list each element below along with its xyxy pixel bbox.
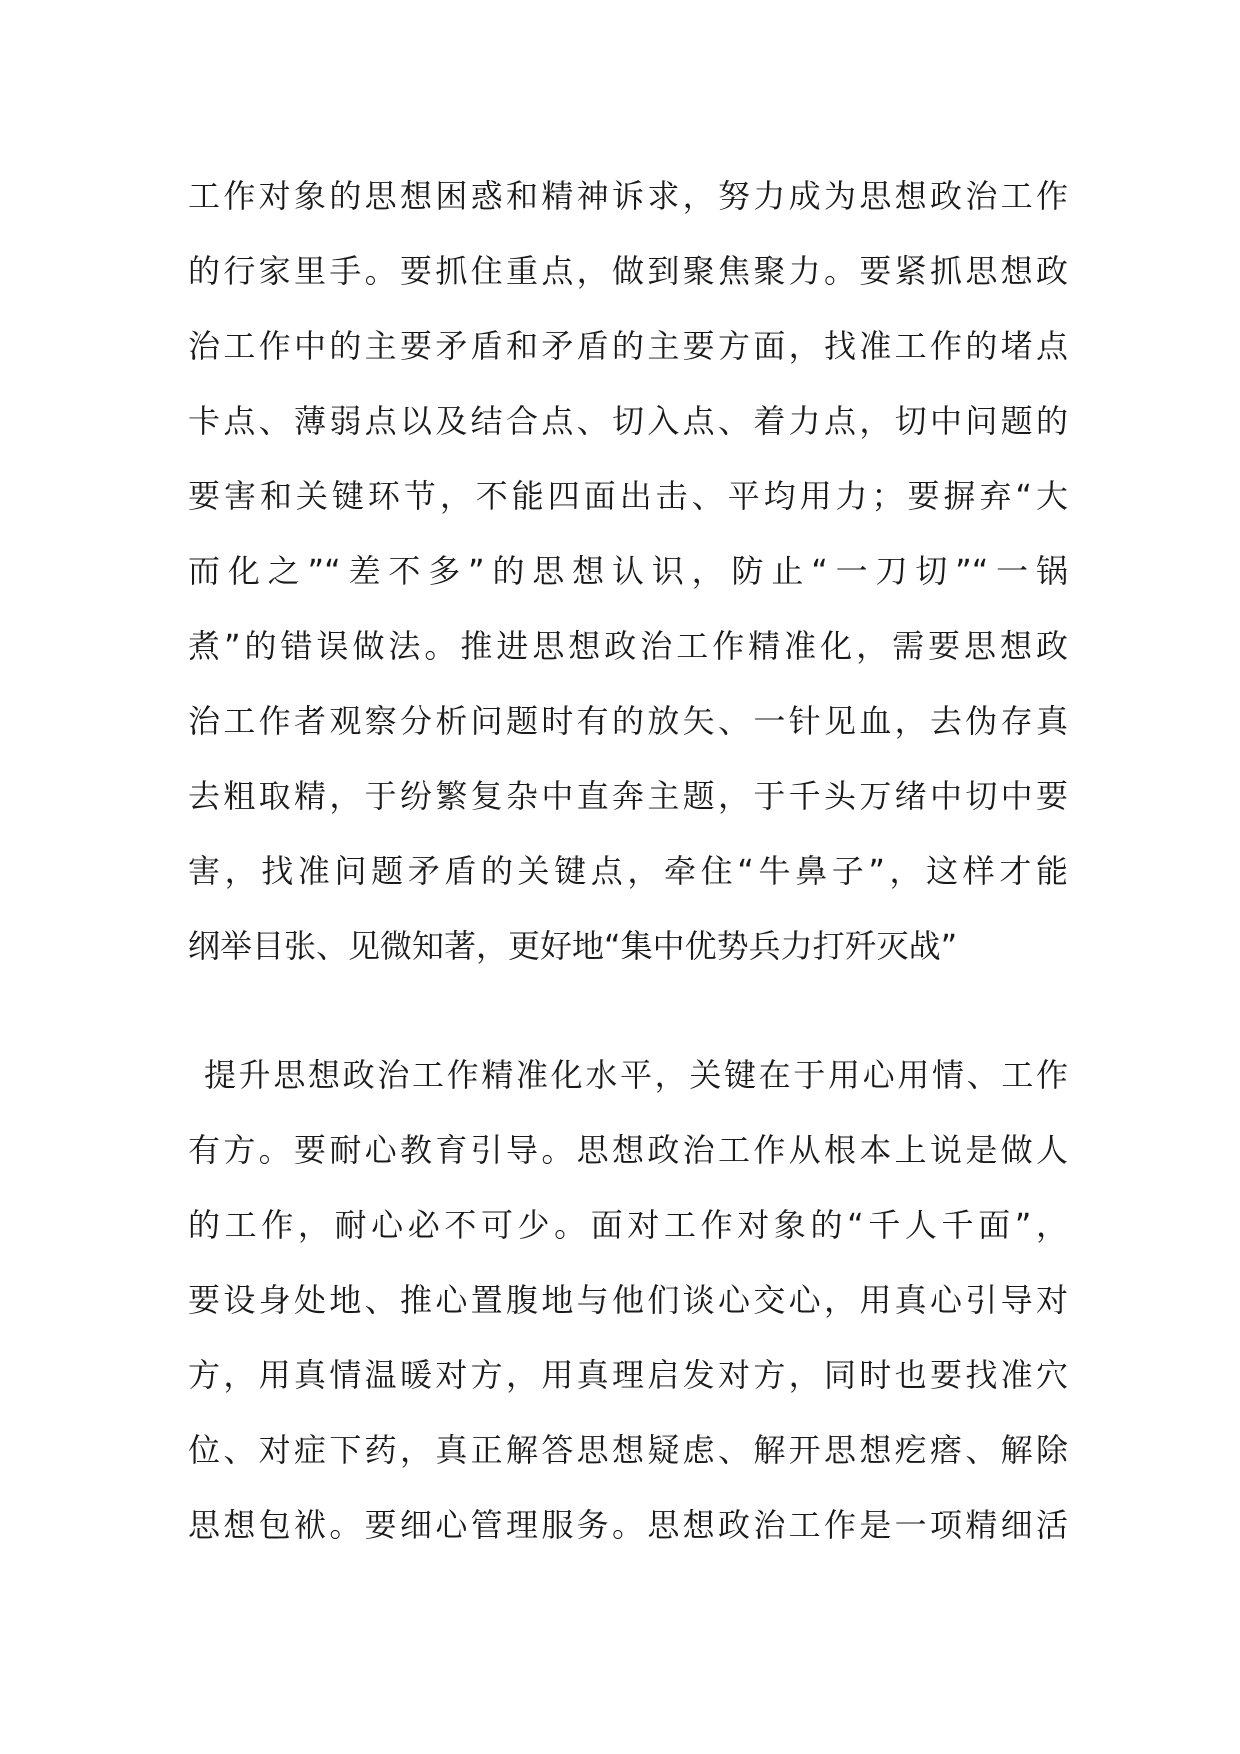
text-line: 害，找准问题矛盾的关键点，牵住“牛鼻子”，这样才能 [188,852,1068,890]
text-line: 提升思想政治工作精准化水平，关键在于用心用情、工作 [204,1056,1068,1094]
text-line: 煮”的错误做法。推进思想政治工作精准化，需要思想政 [188,627,1068,665]
text-line: 要害和关键环节，不能四面出击、平均用力；要摒弃“大 [188,477,1068,515]
paragraph-1 [188,159,1068,984]
text-line: 位、对症下药，真正解答思想疑虑、解开思想疙瘩、解除 [188,1431,1068,1469]
text-line: 的行家里手。要抓住重点，做到聚焦聚力。要紧抓思想政 [188,252,1068,290]
text-line: 方，用真情温暖对方，用真理启发对方，同时也要找准穴 [188,1356,1068,1394]
text-line: 纲举目张、见微知著，更好地“集中优势兵力打歼灭战” [188,927,958,965]
text-line: 治工作中的主要矛盾和矛盾的主要方面，找准工作的堵点 [188,327,1068,365]
text-line: 要设身处地、推心置腹地与他们谈心交心，用真心引导对 [188,1281,1068,1319]
text-line: 卡点、薄弱点以及结合点、切入点、着力点，切中问题的 [188,402,1068,440]
text-line: 工作对象的思想困惑和精神诉求，努力成为思想政治工作 [188,177,1068,215]
text-line: 思想包袱。要细心管理服务。思想政治工作是一项精细活 [188,1506,1068,1544]
text-line: 而化之”“差不多”的思想认识，防止“一刀切”“一锅 [188,552,1068,590]
text-line: 的工作，耐心必不可少。面对工作对象的“千人千面”， [188,1206,1068,1244]
text-line: 治工作者观察分析问题时有的放矢、一针见血，去伪存真 [188,702,1068,740]
text-line: 去粗取精，于纷繁复杂中直奔主题，于千头万绪中切中要 [188,777,1068,815]
paragraph-2 [188,1038,1068,1563]
text-line: 有方。要耐心教育引导。思想政治工作从根本上说是做人 [188,1131,1068,1169]
